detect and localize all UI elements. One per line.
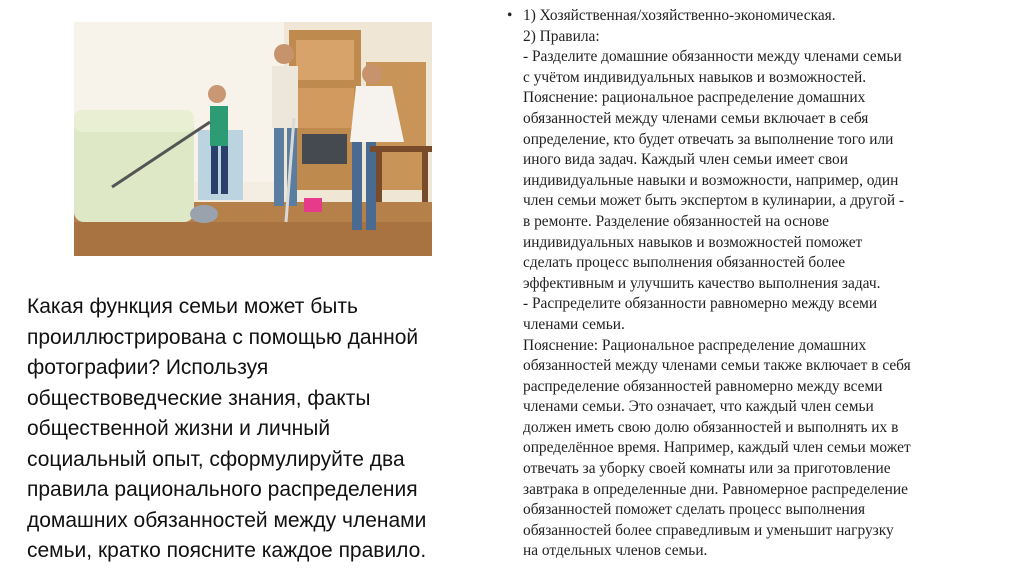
family-cleaning-photo xyxy=(74,22,432,256)
answer-line: распределение обязанностей равномерно между всеми xyxy=(523,377,883,395)
answer-line: на отдельных членов семьи. xyxy=(523,542,708,560)
question-line: правила рационального распределения xyxy=(27,478,418,501)
question-line: проиллюстрирована с помощью данной xyxy=(27,325,419,349)
answer-line: - Разделите домашние обязанности между членами семьи xyxy=(523,48,902,66)
answer-line: Пояснение: рациональное распределение домашних xyxy=(523,89,866,107)
question-line: социальный опыт, сформулируйте два xyxy=(27,447,405,471)
family-cleaning-illustration xyxy=(74,22,432,256)
question-line: обществоведческие знания, факты xyxy=(27,386,371,410)
answer-line: Пояснение: Рациональное распределение домашних xyxy=(523,336,867,354)
answer-line: обязанностей более справедливым и уменьшит нагрузку xyxy=(523,521,894,539)
question-line: семьи, кратко поясните каждое правило. xyxy=(27,539,427,562)
question-line: домашних обязанностей между членами xyxy=(27,508,427,532)
answer-line: определённое время. Например, каждый член семьи может xyxy=(523,439,911,457)
answer-line: эффективным и улучшить качество выполнения задач. xyxy=(523,274,881,292)
answer-line: обязанностей между членами семьи также включает в себя xyxy=(523,357,911,375)
question-line: Какая функция семьи может быть xyxy=(27,295,358,318)
answer-line: 2) Правила: xyxy=(523,27,600,45)
question-text xyxy=(27,292,487,567)
answer-line: с учётом индивидуальных навыков и возможностей. xyxy=(523,68,867,86)
answer-text xyxy=(505,6,1015,562)
answer-line: обязанностей между членами семьи включает в себя xyxy=(523,109,869,127)
answer-body xyxy=(523,6,1015,562)
answer-line: - Распределите обязанности равномерно между всеми xyxy=(523,295,878,313)
answer-line: завтрака в определенные дни. Равномерное распределение xyxy=(523,480,908,498)
bullet-icon: • xyxy=(507,7,513,24)
answer-line: отвечать за уборку своей комнаты или за приготовление xyxy=(523,460,891,478)
question-line: фотографии? Используя xyxy=(27,356,269,379)
answer-line: должен иметь свою долю обязанностей и выполнять их в xyxy=(523,418,899,436)
question-line: общественной жизни и личный xyxy=(27,417,331,440)
answer-line: членами семьи. Это означает, что каждый член семьи xyxy=(523,398,874,416)
answer-line: сделать процесс выполнения обязанностей более xyxy=(523,254,846,272)
answer-line: в ремонте. Разделение обязанностей на основе xyxy=(523,212,830,230)
answer-line: определение, кто будет отвечать за выполнение того или xyxy=(523,130,894,148)
answer-line: индивидуальных навыков и возможностей поможет xyxy=(523,233,863,251)
answer-line: иного вида задач. Каждый член семьи имеет свои xyxy=(523,151,848,169)
answer-line: 1) Хозяйственная/хозяйственно-экономическая. xyxy=(523,7,836,24)
answer-line: член семьи может быть экспертом в кулинарии, а другой - xyxy=(523,192,905,210)
answer-line: индивидуальные навыки и возможности, например, один xyxy=(523,171,899,189)
answer-line: членами семьи. xyxy=(523,315,625,333)
answer-line: обязанностей поможет сделать процесс выполнения xyxy=(523,501,866,519)
